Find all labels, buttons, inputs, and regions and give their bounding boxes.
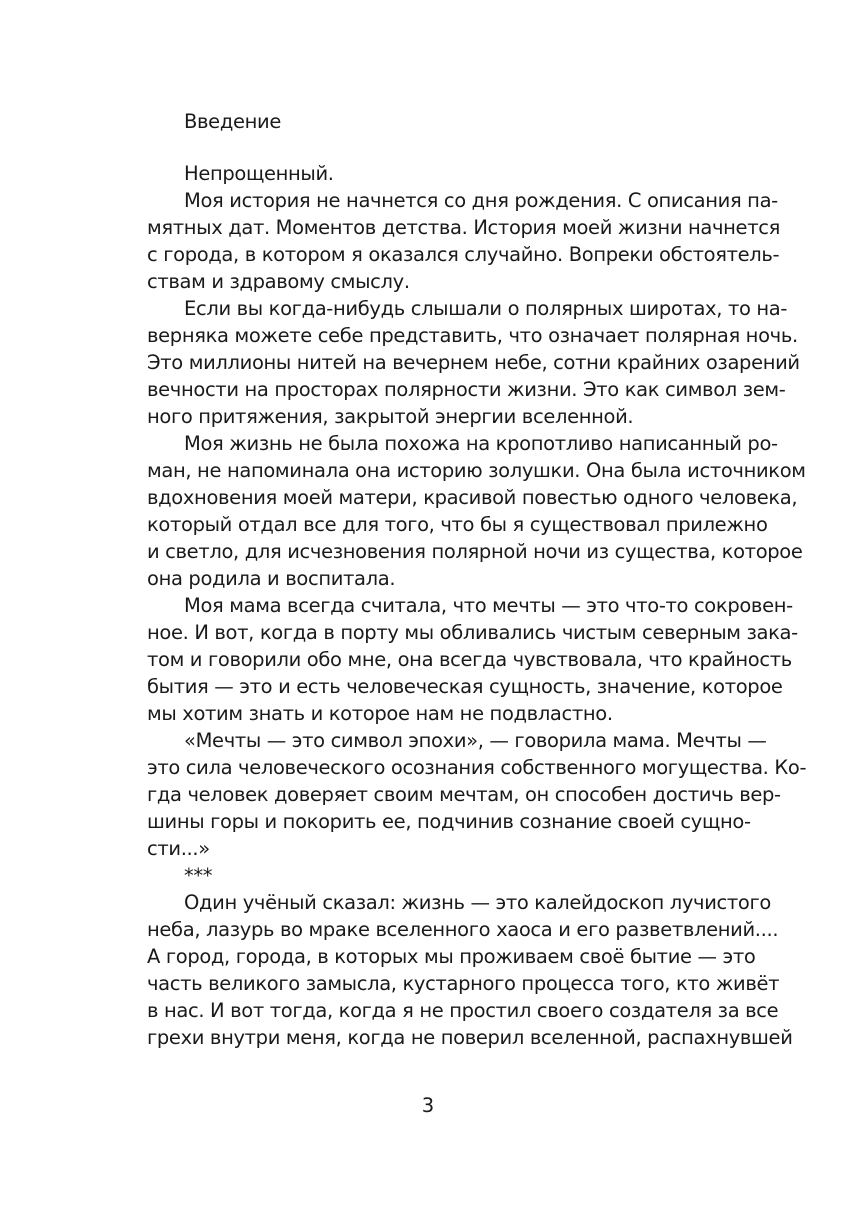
page-number: 3 (421, 1094, 435, 1117)
text-line: это сила человеческого осознания собственного могущества. Ко- (147, 756, 807, 779)
text-line: том и говорили обо мне, она всегда чувствовала, что крайность (147, 648, 792, 671)
section-separator: *** (184, 864, 213, 887)
text-line: часть великого замысла, кустарного процесса того, кто живёт (147, 972, 780, 995)
text-line: неба, лазурь во мраке вселенного хаоса и его разветвлений.... (147, 918, 779, 941)
text-line: который отдал все для того, что бы я существовал прилежно (147, 513, 768, 536)
text-line: шины горы и покорить ее, подчинив сознание своей сущно- (147, 810, 751, 833)
text-line: ствам и здравому смыслу. (147, 270, 410, 293)
text-line: Моя жизнь не была похожа на кропотливо написанный ро- (184, 432, 778, 455)
text-line: «Мечты — это символ эпохи», — говорила мама. Мечты — (184, 729, 767, 752)
text-line: и светло, для исчезновения полярной ночи из существа, которое (147, 540, 803, 563)
text-line: Один учёный сказал: жизнь — это калейдоскоп лучистого (184, 891, 771, 914)
text-line: Моя мама всегда считала, что мечты — это что-то сокровен- (184, 594, 793, 617)
text-line: мы хотим знать и которое нам не подвластно. (147, 702, 613, 725)
text-line: Если вы когда-нибудь слышали о полярных широтах, то на- (184, 297, 788, 320)
page-body (147, 108, 807, 1051)
text-line: А город, города, в которых мы проживаем своё бытие — это (147, 945, 756, 968)
text-line: сти...» (147, 837, 210, 860)
heading-spacer (147, 135, 742, 160)
text-line: Непрощенный. (184, 162, 334, 185)
text-line: бытия — это и есть человеческая сущность, значение, которое (147, 675, 783, 698)
text-line: мятных дат. Моментов детства. История моей жизни начнется (147, 216, 780, 239)
text-line: в нас. И вот тогда, когда я не простил своего создателя за все (147, 999, 779, 1022)
text-line: вечности на просторах полярности жизни. Это как символ зем- (147, 378, 786, 401)
text-line: она родила и воспитала. (147, 567, 396, 590)
text-line: Моя история не начнется со дня рождения. С описания па- (184, 189, 778, 212)
text-line: ное. И вот, когда в порту мы обливались чистым северным зака- (147, 621, 798, 644)
section-heading: Введение (184, 110, 281, 133)
text-line: верняка можете себе представить, что означает полярная ночь. (147, 324, 798, 347)
text-line: гда человек доверяет своим мечтам, он способен достичь вер- (147, 783, 781, 806)
text-line: грехи внутри меня, когда не поверил вселенной, распахнувшей (147, 1026, 793, 1049)
text-line: вдохновения моей матери, красивой повестью одного человека, (147, 486, 798, 509)
text-line: Это миллионы нитей на вечернем небе, сотни крайних озарений (147, 351, 800, 374)
text-line: ного притяжения, закрытой энергии вселенной. (147, 405, 634, 428)
text-line: с города, в котором я оказался случайно. Вопреки обстоятель- (147, 243, 780, 266)
text-line: ман, не напоминала она историю золушки. Она была источником (147, 459, 806, 482)
